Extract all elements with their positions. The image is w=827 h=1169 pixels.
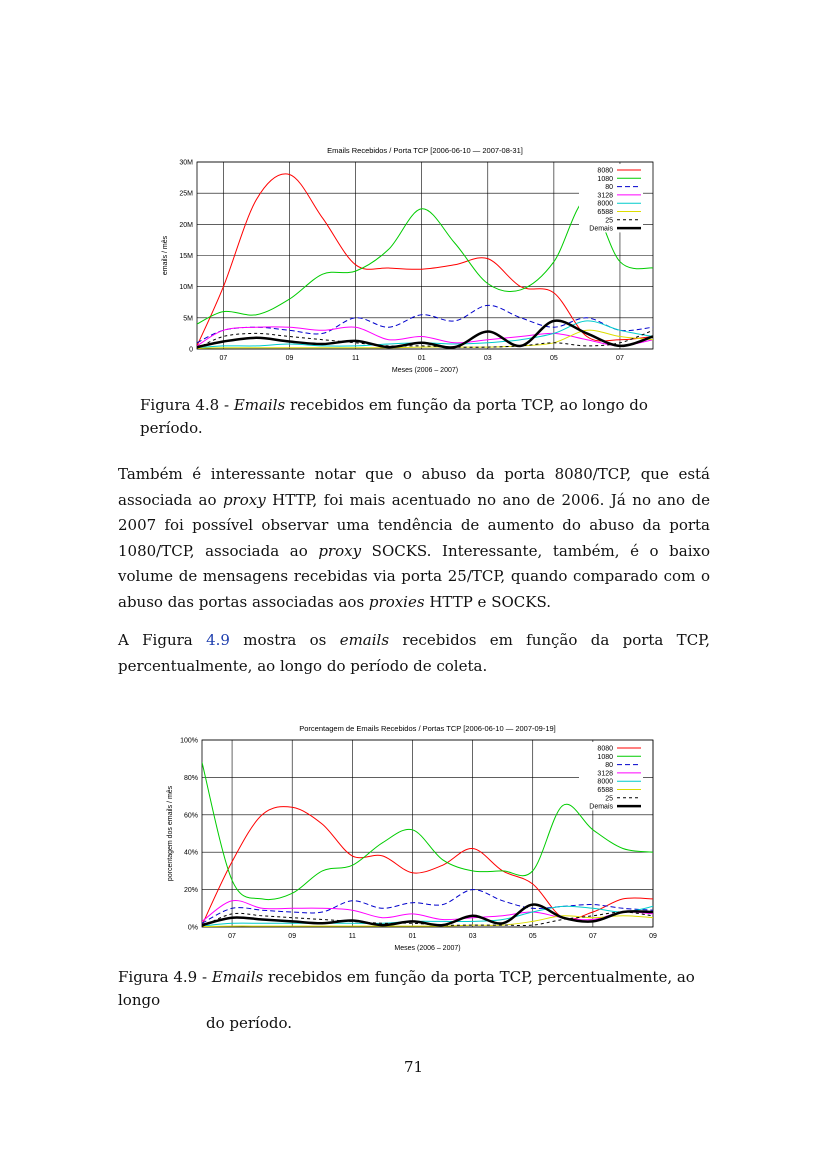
y-tick-label: 5M <box>183 315 193 323</box>
legend-label: 8080 <box>597 745 613 753</box>
series-line-80 <box>202 890 653 924</box>
legend-label: 3128 <box>597 770 613 778</box>
chart-title: Emails Recebidos / Porta TCP [2006-06-10 — 2007-08-31] <box>327 146 523 155</box>
x-tick-label: 03 <box>468 933 477 940</box>
legend-label: 3128 <box>597 192 613 200</box>
legend-label: 25 <box>605 217 613 225</box>
legend-label: 6588 <box>597 787 613 794</box>
legend-label: Demais <box>589 803 613 811</box>
y-tick-label: 60% <box>183 812 198 820</box>
x-tick-label: 07 <box>588 933 597 940</box>
chart-porcentagem-por-porta <box>0 718 827 958</box>
y-tick-label: 100% <box>180 737 198 745</box>
x-axis-label: Meses (2006 – 2007) <box>394 945 461 952</box>
legend-label: 1080 <box>597 753 613 761</box>
legend-label: 8080 <box>597 167 613 175</box>
legend-label: 80 <box>605 184 613 192</box>
x-tick-label: 11 <box>348 933 356 940</box>
x-tick-label: 05 <box>528 933 537 940</box>
page-number: 71 <box>403 1058 424 1076</box>
chart-title: Porcentagem de Emails Recebidos / Portas TCP [2006-06-10 — 2007-09-19] <box>299 724 556 733</box>
legend-label: 25 <box>605 795 613 803</box>
figure-4-9 <box>0 718 827 958</box>
x-tick-label: 01 <box>417 355 426 362</box>
legend-label: 1080 <box>597 175 613 183</box>
x-tick-label: 09 <box>285 355 294 362</box>
figure-reference-link[interactable]: 4.9 <box>206 631 230 649</box>
y-tick-label: 30M <box>179 159 193 167</box>
y-tick-label: 15M <box>179 253 193 260</box>
legend-label: 8000 <box>597 200 613 208</box>
x-tick-label: 07 <box>616 355 624 362</box>
figure-4-8 <box>0 140 827 380</box>
body-paragraph-2: A Figura 4.9 mostra os emails recebidos em função da porta TCP, percentualmente, ao longo do período de coleta. <box>118 631 710 675</box>
legend-label: 6588 <box>597 209 613 216</box>
x-tick-label: 07 <box>228 933 236 940</box>
y-tick-label: 80% <box>183 774 198 782</box>
y-tick-label: 20% <box>183 887 198 895</box>
x-axis-label: Meses (2006 – 2007) <box>391 367 459 374</box>
legend-label: 8000 <box>597 778 613 786</box>
y-tick-label: 40% <box>183 849 198 857</box>
y-tick-label: 0% <box>187 924 198 932</box>
x-tick-label: 07 <box>219 355 228 362</box>
y-axis-label: emails / mês <box>162 235 169 276</box>
x-tick-label: 09 <box>288 933 297 940</box>
body-paragraph-1: Também é interessante notar que o abuso da porta 8080/TCP, que está associada ao proxy HTTP, foi mais acentuado no ano de 2006. Já no ano de 2007 foi possível observar uma tendência de aumento do abuso da porta 1080/TCP, associada ao proxy SOCKS. Interessante, também, é o baixo volume de mensagens recebidas via porta 25/TCP, quando comparado com o abuso das portas associadas aos proxies HTTP e SOCKS. <box>118 465 710 611</box>
y-axis-label: porcentagem dos emails / mês <box>167 785 174 882</box>
x-tick-label: 11 <box>351 355 360 362</box>
y-tick-label: 25M <box>179 190 193 198</box>
figure-4-8-caption: Figura 4.8 - Emails recebidos em função da porta TCP, ao longo do período. <box>140 396 648 437</box>
y-tick-label: 20M <box>179 221 193 229</box>
y-tick-label: 0 <box>189 346 193 354</box>
chart-emails-por-porta <box>0 140 827 380</box>
legend-label: 80 <box>605 762 613 770</box>
x-tick-label: 05 <box>549 355 558 362</box>
x-tick-label: 01 <box>408 933 417 940</box>
series-line-3128 <box>202 900 653 921</box>
x-tick-label: 03 <box>483 355 492 362</box>
y-tick-label: 10M <box>179 284 193 292</box>
figure-4-9-caption: Figura 4.9 - Emails recebidos em função da porta TCP, percentualmente, ao longo do período. <box>118 968 695 1032</box>
x-tick-label: 09 <box>649 933 657 940</box>
legend-label: Demais <box>589 225 613 233</box>
